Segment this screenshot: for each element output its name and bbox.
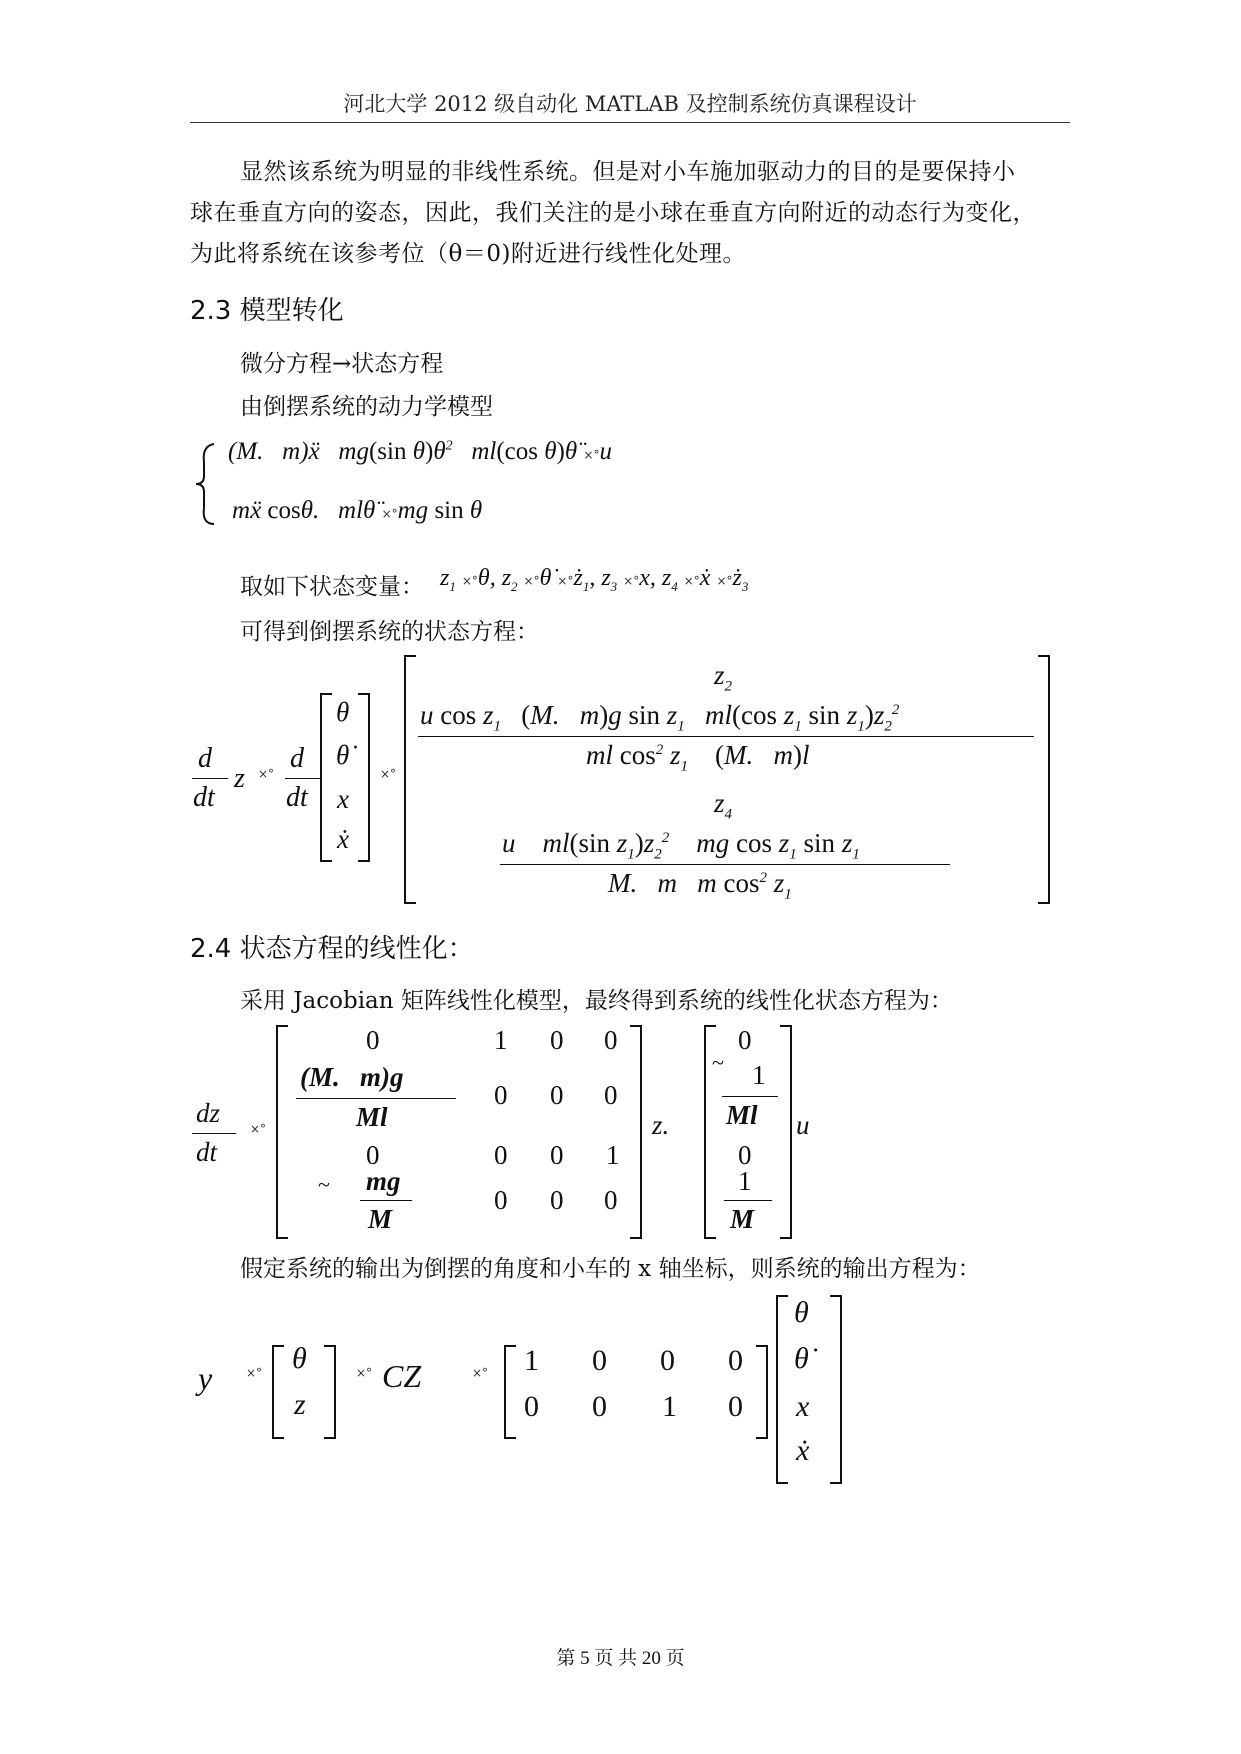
intro-line-1: 显然该系统为明显的非线性系统。但是对小车施加驱动力的目的是要保持小 [240,159,1016,185]
section-2-3-line-2: 由倒摆系统的动力学模型 [240,394,493,420]
intro-line-3: 为此将系统在该参考位（θ＝0)附近进行线性化处理。 [190,241,746,267]
intro-line-2: 球在垂直方向的姿态，因此，我们关注的是小球在垂直方向附近的动态行为变化， [190,200,1036,226]
state-vars-equation: $z_1 \times^\circ\theta$, $z_2$ ×°θ̇ $\times^\circ z_1$, $z_3 \times^\circ x$, $z_4$ ×°ẋ $\times^\circ z_3$ [440,565,749,594]
state-vars-label: 取如下状态变量： [240,574,424,600]
page-header: 河北大学 2012 级自动化 MATLAB 及控制系统仿真课程设计 [190,88,1070,123]
section-2-3-line-1: 微分方程→状态方程 [240,351,444,377]
page-footer: 第 5 页 共 20 页 [556,1648,685,1669]
curly-brace-icon [192,440,220,528]
section-heading-2-4: 2.4 状态方程的线性化： [190,934,474,964]
section-2-4-line-1: 采用 Jacobian 矩阵线性化模型，最终得到系统的线性化状态方程为： [240,988,953,1014]
section-heading-2-3: 2.3 模型转化 [190,296,344,326]
section-2-4-line-2: 假定系统的输出为倒摆的角度和小车的 x 轴坐标，则系统的输出方程为： [240,1256,981,1282]
dynamics-equation-row-2: mẍ cosθ. mlθ̈ ×°mg sin θ [232,497,483,524]
state-eq-label: 可得到倒摆系统的状态方程： [240,619,539,645]
dynamics-equation-row-1: (M. m)ẍ mg(sin $\theta)\theta^2$ ml(cos θ)θ̈ ×°u [228,438,612,465]
